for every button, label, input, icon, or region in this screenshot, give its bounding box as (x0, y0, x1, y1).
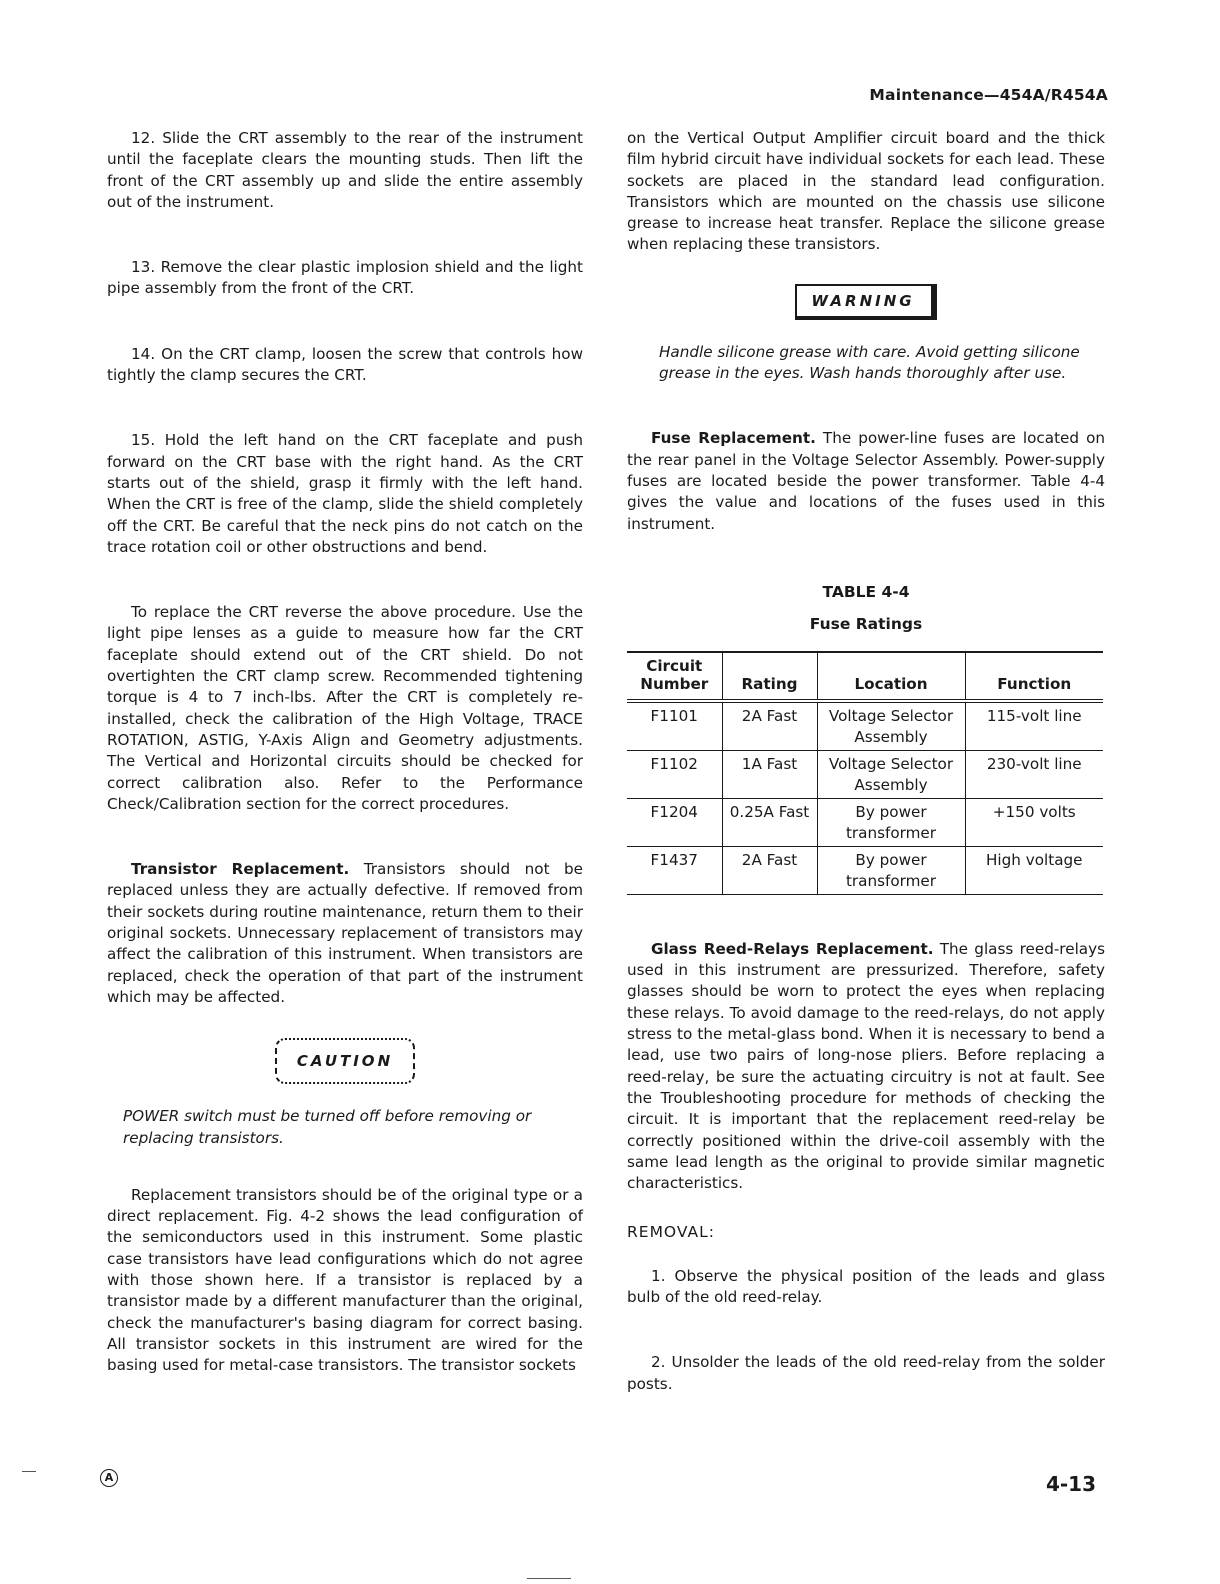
reed-relay-heading: Glass Reed-Relays Replacement. (651, 939, 934, 958)
cell-circuit: F1101 (627, 701, 722, 751)
table-row (627, 798, 1103, 846)
caution-text: POWER switch must be turned off before removing or replacing transistors. (123, 1107, 532, 1147)
caution-label: CAUTION (275, 1038, 415, 1084)
table-row (627, 750, 1103, 798)
fuse-replacement-paragraph (627, 428, 1105, 534)
fuse-replacement-text: The power-line fuses are located on the rear panel in the Voltage Selector Assembly. Power-supply fuses are located beside the power transformer. Table 4-4 gives the value and locations of the fuses used in this instrument. (627, 429, 1105, 533)
table-subtitle: Fuse Ratings (809, 614, 923, 633)
table-row (627, 701, 1103, 751)
cell-circuit: F1102 (627, 750, 722, 798)
cell-circuit: F1437 (627, 846, 722, 894)
fuse-replacement-heading: Fuse Replacement. (651, 429, 816, 448)
removal-step-1: 1. Observe the physical position of the leads and glass bulb of the old reed-relay. (627, 1266, 1105, 1307)
table-title: TABLE 4-4 (822, 582, 910, 601)
registered-logo-icon: A (100, 1469, 118, 1487)
page-number: 4-13 (1045, 1472, 1096, 1496)
cell-rating: 2A Fast (722, 846, 817, 894)
cell-function: High voltage (965, 846, 1103, 894)
continued-paragraph: on the Vertical Output Amplifier circuit board and the thick film hybrid circuit have individual sockets for each lead. These sockets are placed in the standard lead configuration. Transistors which are mounted on the chassis use silicone grease to increase heat transfer. Replace the silicone grease when replacing these transistors. (627, 129, 1105, 254)
cell-rating: 2A Fast (722, 701, 817, 751)
header-location: Location (817, 652, 965, 701)
step-14: 14. On the CRT clamp, loosen the screw that controls how tightly the clamp secures the CRT. (107, 344, 583, 385)
cell-rating: 0.25A Fast (722, 798, 817, 846)
cell-rating: 1A Fast (722, 750, 817, 798)
step-12: 12. Slide the CRT assembly to the rear of the instrument until the faceplate clears the mounting studs. Then lift the front of the CRT assembly up and slide the entire assembly out of the instrument. (107, 129, 583, 211)
header-function: Function (965, 652, 1103, 701)
removal-label: REMOVAL: (627, 1223, 715, 1242)
replacement-transistors-paragraph: Replacement transistors should be of the original type or a direct replacement. Fig. 4-2 shows the lead configuration of the semiconductors used in this instrument. Some plastic case transistors have lead configurations which do not agree with those shown here. If a transistor is replaced by a transistor made by a different manufacturer than the original, check the manufacturer's basing diagram for correct basing. All transistor sockets in this instrument are wired for the basing used for metal-case transistors. The transistor sockets (107, 1185, 583, 1375)
reed-relay-paragraph (627, 939, 1105, 1195)
bottom-mark (527, 1578, 571, 1579)
fuse-ratings-table (627, 651, 1103, 895)
cell-location: Voltage Selector Assembly (817, 750, 965, 798)
header-rating: Rating (722, 652, 817, 701)
cell-function: 115-volt line (965, 701, 1103, 751)
caution-callout (107, 1038, 583, 1084)
cell-location: By power transformer (817, 846, 965, 894)
header-circuit-number: Circuit Number (627, 652, 722, 701)
cell-circuit: F1204 (627, 798, 722, 846)
cell-location: By power transformer (817, 798, 965, 846)
step-13: 13. Remove the clear plastic implosion shield and the light pipe assembly from the front of the CRT. (107, 258, 583, 298)
warning-label: WARNING (795, 284, 936, 320)
cell-function: 230-volt line (965, 750, 1103, 798)
transistor-replacement-paragraph (107, 859, 583, 1008)
step-15: 15. Hold the left hand on the CRT faceplate and push forward on the CRT base with the right hand. As the CRT starts out of the shield, grasp it firmly with the left hand. When the CRT is free of the clamp, slide the shield completely off the CRT. Be careful that the neck pins do not catch on the trace rotation coil or other obstructions and bend. (107, 431, 583, 556)
removal-step-2: 2. Unsolder the leads of the old reed-relay from the solder posts. (627, 1353, 1105, 1393)
cell-location: Voltage Selector Assembly (817, 701, 965, 751)
table-row (627, 846, 1103, 894)
transistor-replacement-heading: Transistor Replacement. (131, 860, 350, 879)
right-column (627, 128, 1105, 1395)
transistor-replacement-text: Transistors should not be replaced unless they are actually defective. If removed from their sockets during routine maintenance, return them to their original sockets. Unnecessary replacement of transistors may affect the calibration of this instrument. When transistors are replaced, check the operation of that part of the instrument which may be affected. (107, 860, 584, 1006)
running-header: Maintenance—454A/R454A (869, 86, 1108, 104)
left-column (107, 128, 583, 1376)
replace-crt-paragraph: To replace the CRT reverse the above procedure. Use the light pipe lenses as a guide to measure how far the CRT faceplate should extend out of the CRT shield. Do not overtighten the CRT clamp screw. Recommended tightening torque is 4 to 7 inch-lbs. After the CRT is completely re-installed, check the calibration of the High Voltage, TRACE ROTATION, ASTIG, Y-Axis Align and Geometry adjustments. The Vertical and Horizontal circuits should be checked for correct calibration also. Refer to the Performance Check/Calibration section for the correct procedures. (107, 603, 583, 813)
margin-mark (22, 1471, 36, 1472)
warning-text: Handle silicone grease with care. Avoid getting silicone grease in the eyes. Wash hands thoroughly after use. (659, 342, 1080, 383)
table-header-row (627, 652, 1103, 701)
warning-callout (627, 284, 1105, 320)
reed-relay-text: The glass reed-relays used in this instrument are pressurized. Therefore, safety glasses should be worn to protect the eyes when replacing these relays. To avoid damage to the reed-relays, do not apply stress to the metal-glass bond. When it is necessary to bend a lead, use two pairs of long-nose pliers. Before replacing a reed-relay, be sure the actuating circuitry is not at fault. See the Troubleshooting procedure for methods of checking the circuit. It is important that the replacement reed-relay be correctly positioned within the drive-coil assembly with the same lead length as the original to provide similar magnetic characteristics. (627, 939, 1105, 1193)
cell-function: +150 volts (965, 798, 1103, 846)
